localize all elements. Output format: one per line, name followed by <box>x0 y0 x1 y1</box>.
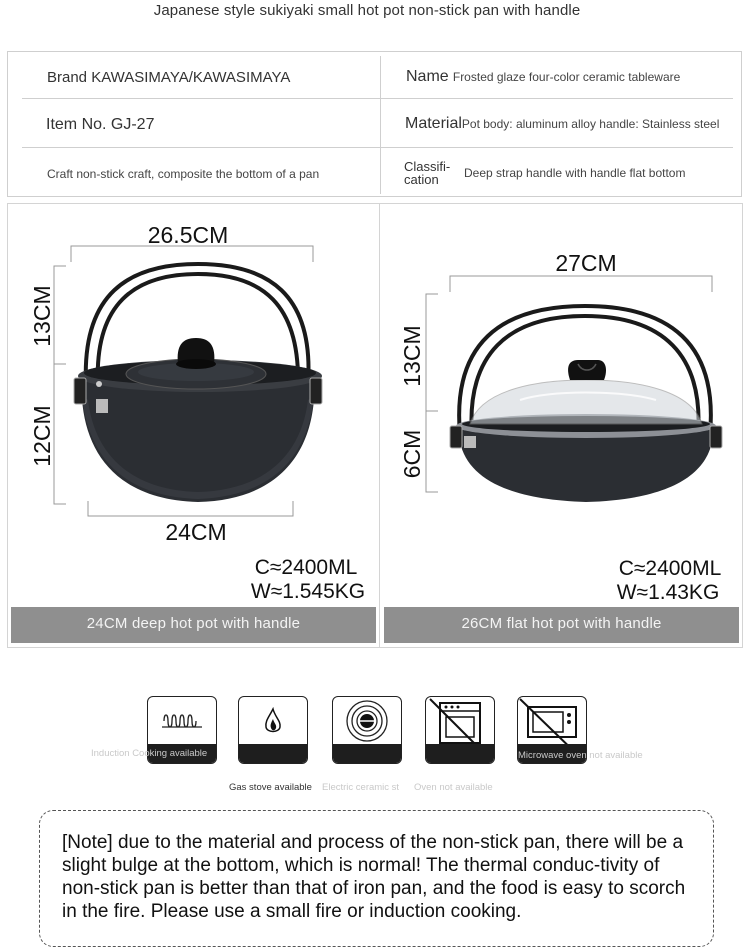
spec-name-value: Frosted glaze four-color ceramic tableware <box>452 70 681 84</box>
deep-width-top: 26.5CM <box>147 222 229 248</box>
flat-pot-caption: 26CM flat hot pot with handle <box>384 607 739 643</box>
product-panel-deep <box>8 204 379 647</box>
gas-stove-label: Gas stove available <box>229 782 312 793</box>
spec-classification-key: Classifi- cation <box>404 159 451 187</box>
spec-craft: Craft non-stick craft, composite the bottom of a pan <box>47 167 320 181</box>
spec-material-value: Pot body: aluminum alloy handle: Stainless steel <box>461 117 720 131</box>
spec-divider <box>380 56 381 194</box>
deep-width-bottom: 24CM <box>165 519 227 545</box>
spec-item-no: Item No. GJ-27 <box>46 116 155 133</box>
spec-brand: Brand KAWASIMAYA/KAWASIMAYA <box>47 69 291 86</box>
oven-label: Oven not available <box>414 782 493 793</box>
flat-width-top: 27CM <box>555 250 617 276</box>
note-box <box>39 810 714 947</box>
product-panels <box>7 203 743 648</box>
spec-table <box>7 51 742 197</box>
deep-capacity: C≈2400ML <box>254 556 358 579</box>
spec-material-key: Material <box>405 115 462 132</box>
deep-height-upper: 13CM <box>29 285 55 347</box>
flat-height-upper: 13CM <box>399 325 425 387</box>
spec-name-key: Name <box>406 68 449 85</box>
spec-row-divider <box>22 98 733 99</box>
flat-weight: W≈1.43KG <box>616 581 720 604</box>
product-panel-flat <box>380 204 743 647</box>
oven-icon <box>425 696 495 764</box>
microwave-label: Microwave oven not available <box>518 750 643 761</box>
spec-row-divider <box>22 147 733 148</box>
electric-ceramic-icon <box>332 696 402 764</box>
flat-pot-illustration <box>380 204 743 647</box>
deep-height-lower: 12CM <box>29 405 55 467</box>
flat-capacity: C≈2400ML <box>618 557 722 580</box>
induction-label: Induction Cooking available <box>91 748 208 759</box>
flat-height-lower: 6CM <box>399 429 425 479</box>
page-title: Japanese style sukiyaki small hot pot non-stick pan with handle <box>153 2 581 19</box>
note-text: [Note] due to the material and process of the non-stick pan, there will be a slight bulge at the bottom, which is normal! The thermal conduc-tivity of non-stick pan is better than that of iron pan, and the food is easy to scorch in the fire. Please use a small fire or induction cooking. <box>62 832 686 922</box>
deep-pot-caption: 24CM deep hot pot with handle <box>11 607 376 643</box>
spec-classification-value: Deep strap handle with handle flat bottom <box>464 166 686 180</box>
gas-flame-icon <box>238 696 308 764</box>
spec-material <box>405 115 719 133</box>
deep-weight: W≈1.545KG <box>250 580 366 603</box>
deep-pot-illustration <box>8 204 379 647</box>
spec-name <box>406 68 680 86</box>
electric-ceramic-label: Electric ceramic st <box>322 782 400 793</box>
